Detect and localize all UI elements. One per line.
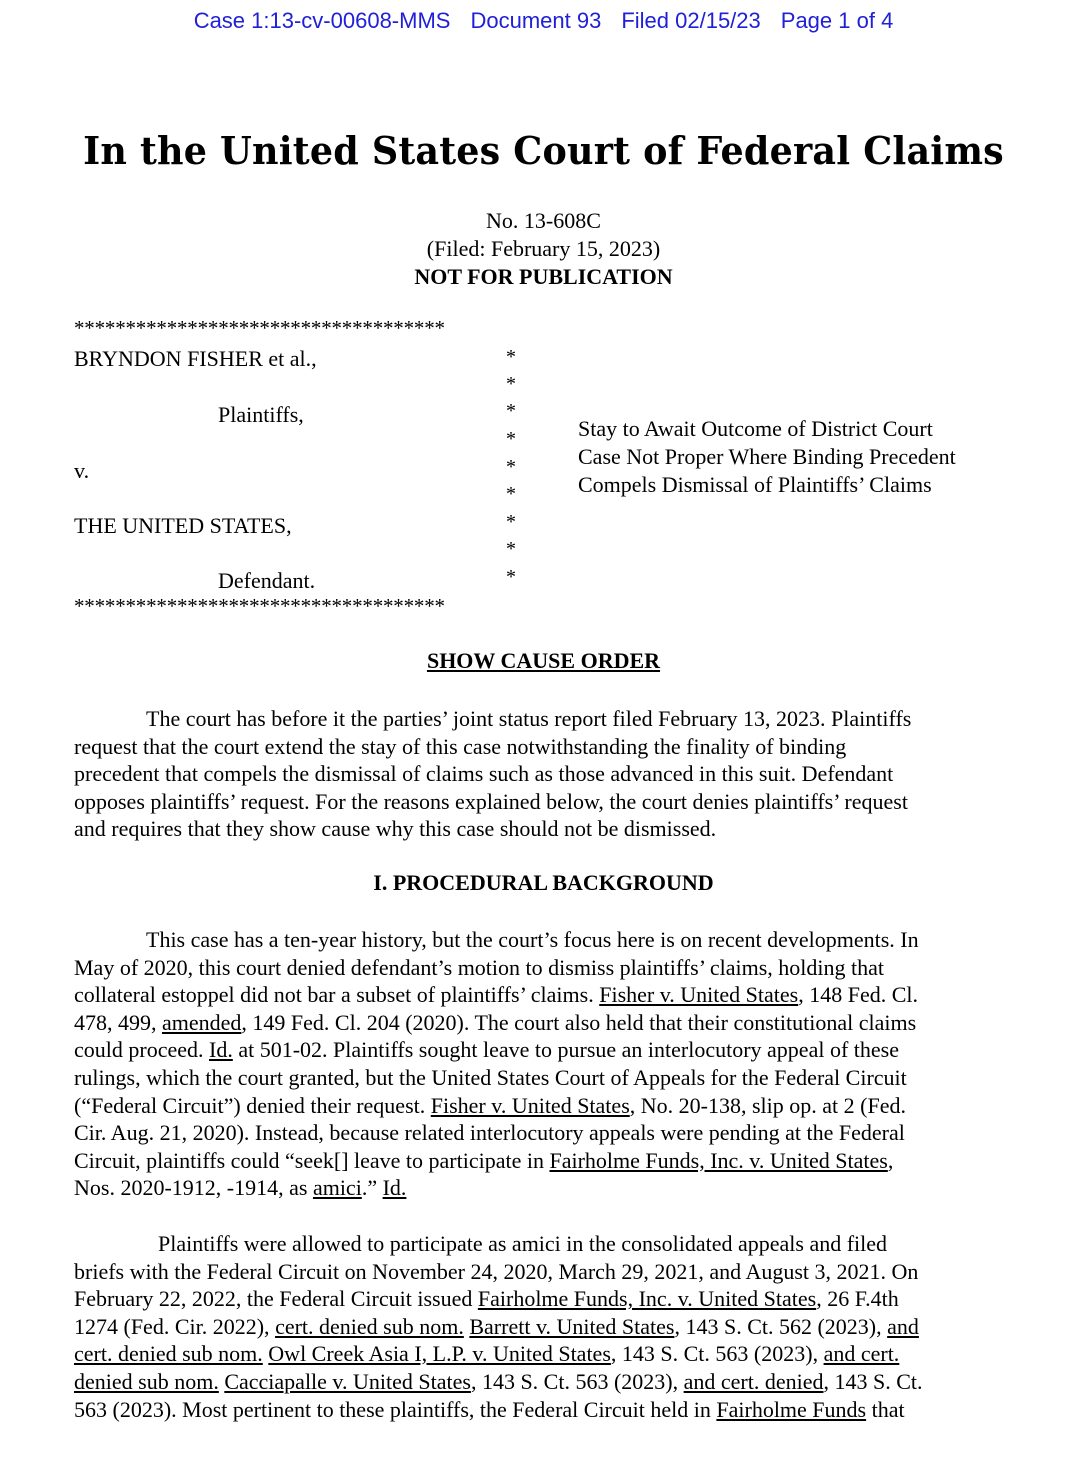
text-line [74, 1009, 919, 1037]
case-number-link[interactable]: Case 1:13-cv-00608-MMS [193, 8, 451, 33]
court-name: In the United States Court of Federal Claims [83, 128, 1004, 173]
text-run: February 22, 2022, the Federal Circuit issued [74, 1286, 478, 1312]
text-run: , [887, 1147, 894, 1173]
text-run: at 501-02. Plaintiffs sought leave to pursue an interlocutory appeal of these [232, 1037, 899, 1063]
case-citation: Fisher v. United States [599, 982, 799, 1008]
text-line [74, 981, 919, 1009]
citation-signal: Id. [382, 1175, 407, 1201]
document-number: Document 93 [470, 8, 602, 33]
order-title: SHOW CAUSE ORDER [426, 648, 661, 673]
section-heading: I. PROCEDURAL BACKGROUND [373, 870, 714, 895]
intro-paragraph [74, 705, 911, 843]
text-run: that [866, 1396, 905, 1422]
text-line: request that the court extend the stay of this case notwithstanding the finality of binding [74, 733, 847, 759]
caption-asterisk: * [506, 538, 516, 560]
citation-signal: amici [312, 1175, 362, 1201]
text-line: and requires that they show cause why this case should not be dismissed. [74, 816, 717, 842]
headnote-line: Compels Dismissal of Plaintiffs’ Claims [578, 472, 932, 497]
background-paragraph [74, 926, 919, 1202]
text-run: , 143 S. Ct. 563 (2023), [610, 1341, 824, 1367]
citation-signal: amended [162, 1009, 242, 1035]
ecf-header [0, 8, 1087, 34]
case-citation: Owl Creek Asia I, L.P. v. United States [268, 1341, 611, 1367]
text-line: The court has before it the parties’ joint status report filed February 13, 2023. Plaintiffs [146, 706, 912, 731]
defendant-name: THE UNITED STATES, [74, 513, 292, 538]
text-line: May of 2020, this court denied defendant’s motion to dismiss plaintiffs’ claims, holding that [74, 954, 885, 980]
case-info [0, 207, 1087, 291]
text-run: Nos. 2020-1912, -1914, as [74, 1175, 313, 1201]
filed-line: (Filed: February 15, 2023) [426, 236, 661, 261]
text-run: , 149 Fed. Cl. 204 (2020). The court also held that their constitutional claims [241, 1009, 917, 1035]
text-run: 478, 499, [74, 1009, 162, 1035]
text-run: 563 (2023). Most pertinent to these plaintiffs, the Federal Circuit held in [74, 1396, 717, 1422]
case-citation: Fisher v. United States [430, 1092, 630, 1118]
caption-asterisk: * [506, 511, 516, 533]
caption-asterisk: * [506, 483, 516, 505]
text-run: , 143 S. Ct. 563 (2023), [470, 1368, 684, 1394]
caption-asterisk: * [506, 400, 516, 422]
text-line [74, 1340, 923, 1368]
citation-signal: and cert. denied [683, 1368, 824, 1394]
text-line: opposes plaintiffs’ request. For the reasons explained below, the court denies plaintiffs’ request [74, 788, 908, 814]
caption-border-top: ************************************ [74, 316, 445, 340]
amici-paragraph [74, 1230, 923, 1423]
text-run: , 143 S. Ct. [823, 1368, 923, 1394]
plaintiff-role: Plaintiffs, [218, 402, 304, 427]
citation-signal: and [887, 1313, 919, 1339]
case-citation: Fairholme Funds, Inc. v. United States [477, 1286, 817, 1312]
citation-signal: cert. denied sub nom. [275, 1313, 464, 1339]
text-line: This case has a ten-year history, but the court’s focus here is on recent developments. In [146, 927, 919, 952]
text-line [74, 1285, 923, 1313]
docket-number: No. 13-608C [486, 208, 601, 233]
text-run: , 148 Fed. Cl. [798, 982, 919, 1008]
text-line [74, 1092, 919, 1120]
publication-status: NOT FOR PUBLICATION [414, 264, 673, 289]
text-run: .” [361, 1175, 383, 1201]
text-run: 1274 (Fed. Cir. 2022), [74, 1313, 276, 1339]
text-line [74, 1368, 923, 1396]
page-indicator: Page 1 of 4 [780, 8, 894, 33]
headnote-line: Case Not Proper Where Binding Precedent [578, 444, 956, 469]
filed-date: Filed 02/15/23 [621, 8, 761, 33]
case-citation: Cacciapalle v. United States [224, 1368, 471, 1394]
caption-asterisk: * [506, 428, 516, 450]
text-line [74, 1036, 919, 1064]
citation-signal: Id. [209, 1037, 233, 1063]
caption-asterisk: * [506, 346, 516, 368]
text-line: Plaintiffs were allowed to participate as amici in the consolidated appeals and filed [158, 1231, 888, 1256]
citation-signal: cert. denied sub nom. [74, 1341, 263, 1367]
caption-asterisk: * [506, 373, 516, 395]
text-line: Cir. Aug. 21, 2020). Instead, because related interlocutory appeals were pending at the Federal [74, 1120, 905, 1146]
headnote-line: Stay to Await Outcome of District Court [578, 416, 933, 441]
citation-signal: denied sub nom. [74, 1368, 219, 1394]
plaintiff-name: BRYNDON FISHER et al., [74, 346, 317, 371]
case-citation: Barrett v. United States [469, 1313, 675, 1339]
text-line [74, 1147, 919, 1175]
text-run: Circuit, plaintiffs could “seek[] leave to participate in [74, 1147, 550, 1173]
text-line: rulings, which the court granted, but the United States Court of Appeals for the Federal Circuit [74, 1064, 907, 1090]
defendant-role: Defendant. [218, 568, 316, 593]
caption-asterisk: * [506, 566, 516, 588]
text-run: , No. 20-138, slip op. at 2 (Fed. [629, 1092, 906, 1118]
text-line [74, 1396, 923, 1424]
caption-border-bottom: ************************************ [74, 594, 445, 618]
text-run: , 143 S. Ct. 562 (2023), [674, 1313, 888, 1339]
text-line [74, 1313, 923, 1341]
text-line: precedent that compels the dismissal of claims such as those advanced in this suit. Defendant [74, 761, 894, 787]
text-run: could proceed. [74, 1037, 209, 1063]
caption-asterisk: * [506, 456, 516, 478]
text-line [74, 1174, 919, 1202]
headnote [578, 415, 956, 499]
case-citation: Fairholme Funds, Inc. v. United States [549, 1147, 888, 1173]
text-run: collateral estoppel did not bar a subset of plaintiffs’ claims. [74, 982, 600, 1008]
citation-signal: and cert. [823, 1341, 900, 1367]
versus: v. [74, 458, 90, 483]
text-line: briefs with the Federal Circuit on November 24, 2020, March 29, 2021, and August 3, 2021. On [74, 1258, 919, 1284]
text-run: , 26 F.4th [816, 1286, 899, 1312]
case-citation: Fairholme Funds [716, 1396, 867, 1422]
text-run: (“Federal Circuit”) denied their request. [74, 1092, 431, 1118]
